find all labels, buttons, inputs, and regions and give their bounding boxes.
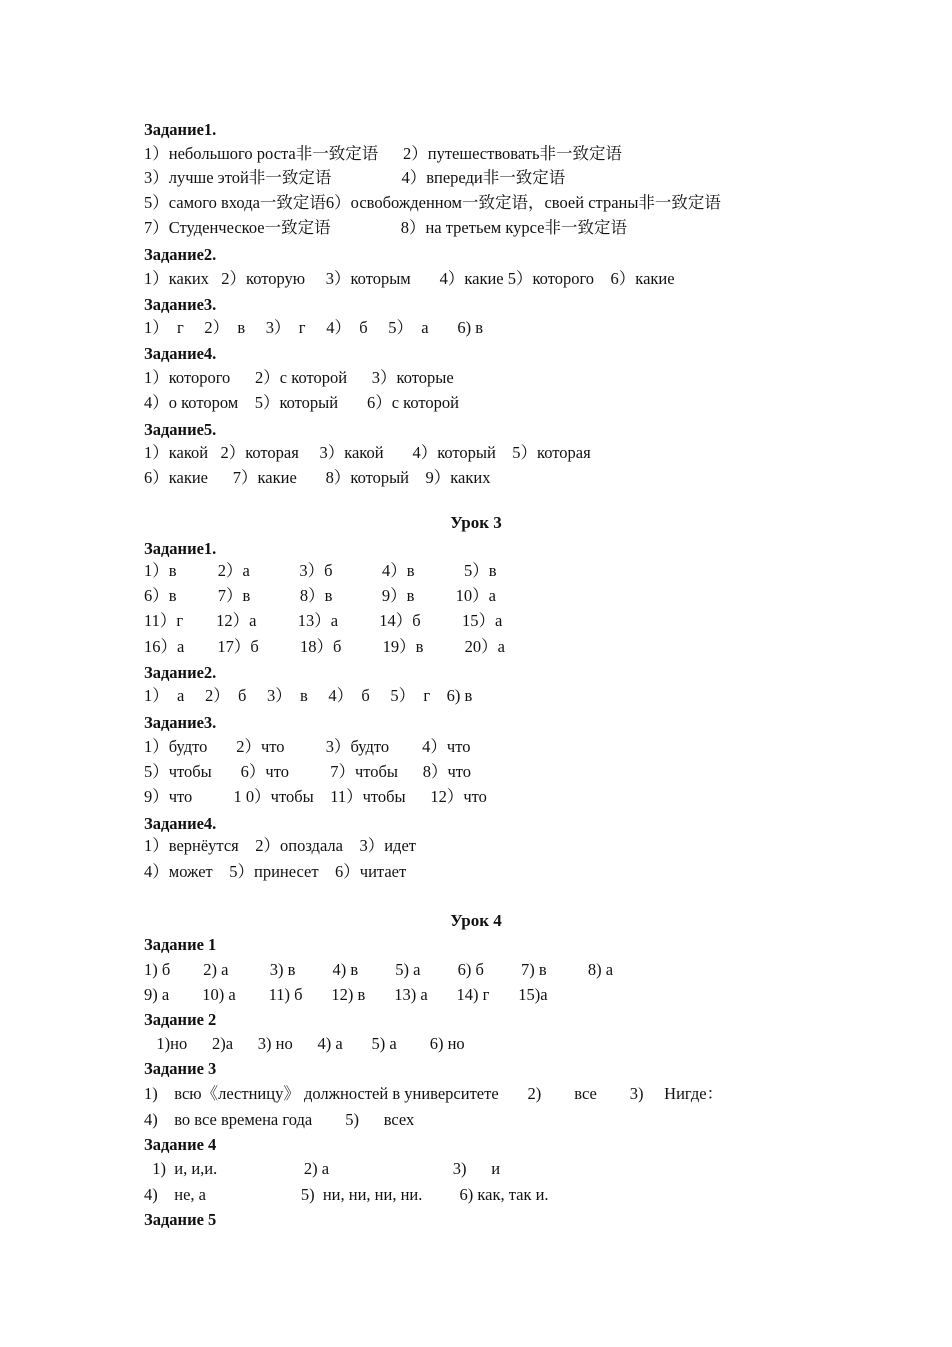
answer-line: 1) б 2) а 3) в 4) в 5) а 6) б 7) в 8) а xyxy=(144,960,614,979)
answer-line: 5）самого входа一致定语6）освобожденном一致定语，своей страны非一致定语 xyxy=(144,193,721,212)
answer-line: 9) а 10) а 11) б 12) в 13) а 14) г 15)а xyxy=(144,985,548,1004)
answer-line: 7）Студенческое一致定语 8）на третьем курсе非一致定语 xyxy=(144,218,627,237)
answer-line: 1) и, и,и. 2) а 3) и xyxy=(144,1159,501,1178)
answer-line: 1）каких 2）которую 3）которым 4）какие 5）которого 6）какие xyxy=(144,269,675,288)
answer-line: 5）чтобы 6）что 7）чтобы 8）что xyxy=(144,762,472,781)
answer-line: 1） г 2） в 3） г 4） б 5） а 6) в xyxy=(144,318,484,337)
task-heading: Задание 5 xyxy=(144,1210,217,1229)
answer-line: 1）будто 2）что 3）будто 4）что xyxy=(144,737,471,756)
answer-line: 1）какой 2）которая 3）какой 4）который 5）которая xyxy=(144,443,591,462)
answer-line: 16）а 17）б 18）б 19）в 20）а xyxy=(144,637,505,656)
answer-line: 11）г 12）а 13）а 14）б 15）а xyxy=(144,611,503,630)
task-heading: Задание 3 xyxy=(144,1059,217,1078)
answer-line: 6）какие 7）какие 8）который 9）каких xyxy=(144,468,491,487)
task-heading: Задание3. xyxy=(144,295,217,314)
task-heading: Задание 4 xyxy=(144,1135,217,1154)
task-heading: Задание4. xyxy=(144,344,217,363)
answer-line: 1）в 2）а 3）б 4）в 5）в xyxy=(144,561,497,580)
answer-line: 4) не, а 5) ни, ни, ни, ни. 6) как, так и. xyxy=(144,1185,549,1204)
answer-line: 1）вернёутся 2）опоздала 3）идет xyxy=(144,836,416,855)
answer-line: 4）о котором 5）который 6）с которой xyxy=(144,393,459,412)
answer-line: 1） а 2） б 3） в 4） б 5） г 6) в xyxy=(144,686,473,705)
task-heading: Задание1. xyxy=(144,120,217,139)
task-heading: Задание2. xyxy=(144,663,217,682)
lesson-title: Урок 4 xyxy=(450,911,502,930)
task-heading: Задание 2 xyxy=(144,1010,217,1029)
answer-line: 9）что 1 0）чтобы 11）чтобы 12）что xyxy=(144,787,487,806)
task-heading: Задание4. xyxy=(144,814,217,833)
lesson-title: Урок 3 xyxy=(450,513,502,532)
answer-line: 4）может 5）принесет 6）читает xyxy=(144,862,407,881)
answer-line: 1)но 2)а 3) но 4) а 5) а 6) но xyxy=(144,1034,465,1053)
answer-line: 3）лучше этой非一致定语 4）впереди非一致定语 xyxy=(144,168,566,187)
answer-line: 1) всю《лестницу》 должностей в университете 2) все 3) Нигде： xyxy=(144,1084,724,1103)
answer-line: 1）небольшого роста非一致定语 2）путешествовать非一致定语 xyxy=(144,144,622,163)
task-heading: Задание5. xyxy=(144,420,217,439)
answer-line: 1）которого 2）с которой 3）которые xyxy=(144,368,454,387)
task-heading: Задание1. xyxy=(144,539,217,558)
task-heading: Задание 1 xyxy=(144,935,217,954)
answer-line: 4) во все времена года 5) всех xyxy=(144,1110,415,1129)
task-heading: Задание3. xyxy=(144,713,217,732)
task-heading: Задание2. xyxy=(144,245,217,264)
answer-line: 6）в 7）в 8）в 9）в 10）а xyxy=(144,586,496,605)
